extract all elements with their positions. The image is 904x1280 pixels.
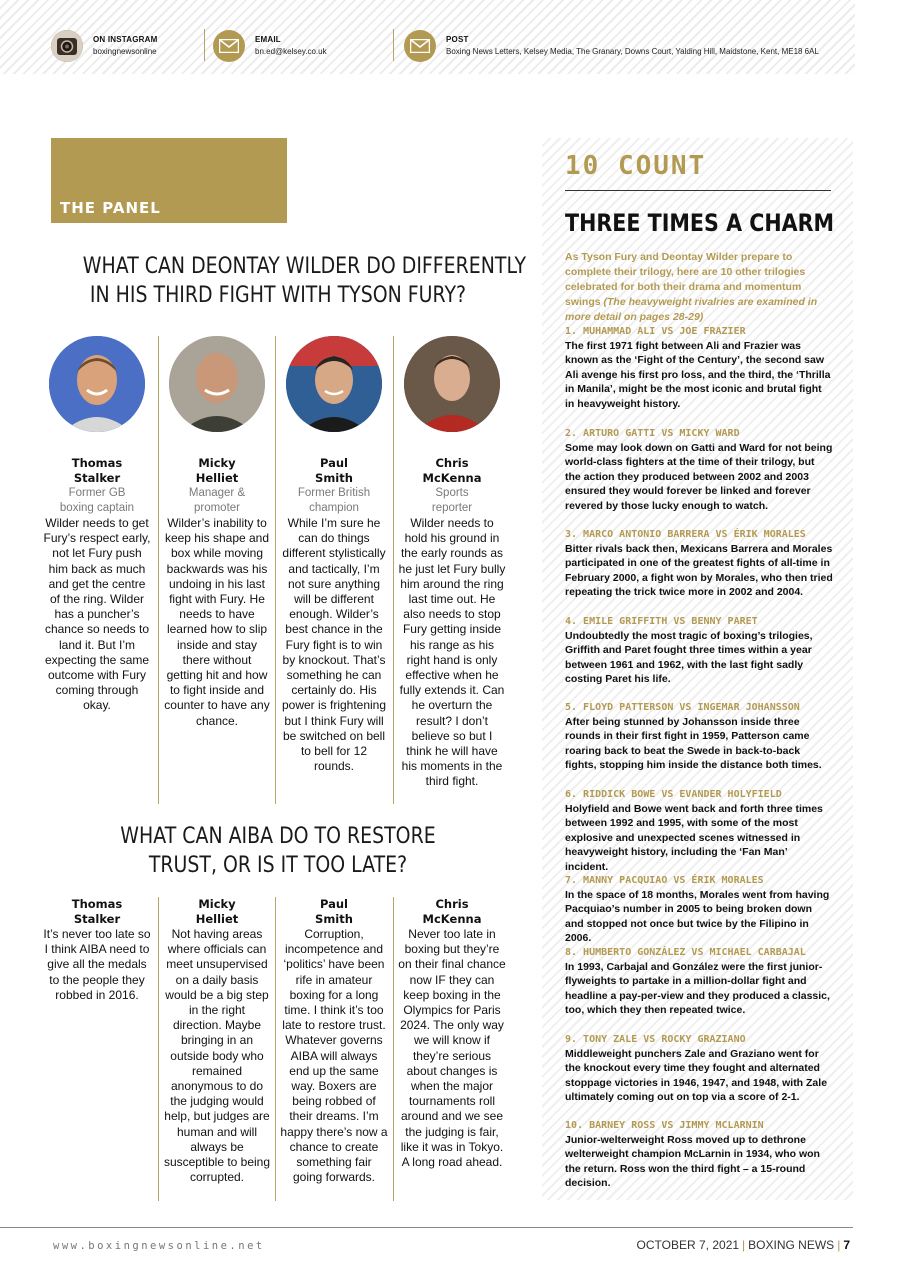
footer-url[interactable]: www.boxingnewsonline.net [53, 1240, 265, 1252]
panelist-name: Micky [198, 456, 236, 470]
panelist-answer: Not having areas where officials can meet unsupervised on a daily basis would be a big step in the right direction. Maybe bringing in an outside body who remained anonymous to do the judging would help, but judges are human and will always be susceptible to being corrupted. [163, 927, 271, 1185]
panelist-answer: Wilder’s inability to keep his shape and box while moving backwards was his undoing in his last fight with Fury. He needs to have learned how to slip inside and stay there without getting hit and how to fight inside and counter to have any chance. [164, 516, 270, 728]
entry-text: In the space of 18 months, Morales went from having Pacquiao’s number in 2005 to being broken down and stopped not once but twice by the Filipino in 2006. [565, 889, 830, 945]
intro-italic: (The heavyweight rivalries are examined in more detail on pages 28-29) [565, 296, 818, 323]
contact-label: POST [446, 35, 469, 44]
panelist-answer: Wilder needs to hold his ground in the early rounds as he just let Fury bully him around the ring last time out. He also needs to stop Fury getting inside his range as his right hand is only effective when he fully extends it. Can he overturn the result? I don’t believe so but I think he will have his moments in the third fight. [398, 516, 506, 789]
list-item [565, 325, 833, 411]
entry-title: 4. EMILE GRIFFITH VS BENNY PARET [565, 616, 758, 627]
entry-text: After being stunned by Johansson inside three rounds in their first fight in 1959, Patterson came roaring back to beat the Swede in back-to-back fights, stopping him inside the distance both times. [565, 716, 822, 772]
entry-text: Bitter rivals back then, Mexicans Barrera and Morales participated in one of the greatest fights of all-time in February 2000, a fight won by Morales, who then tried repeating the trick twice more in 2002 and 2004. [565, 543, 833, 599]
panelist-name: Stalker [73, 471, 121, 485]
contact-email[interactable] [213, 28, 327, 64]
contact-value: bn.ed@kelsey.co.uk [255, 47, 327, 56]
column-divider [393, 336, 394, 804]
panelist-name: Chris [435, 456, 469, 470]
panelist-name: Smith [315, 471, 353, 485]
entry-text: Undoubtedly the most tragic of boxing’s trilogies, Griffith and Paret fought three times within a year between 1961 and 1962, with the last fight sadly costing Paret his life. [565, 630, 813, 686]
panelist-name: Micky [198, 897, 236, 911]
contact-strip [0, 0, 855, 74]
question-line: WHAT CAN DEONTAY WILDER DO DIFFERENTLY [82, 254, 527, 279]
panelist-name: Chris [435, 897, 469, 911]
entry-text: Holyfield and Bowe went back and forth three times between 1992 and 1995, with some of the most explosive and unexpected scenes witnessed in heavyweight history, including the ‘Fan Man’ incident. [565, 803, 823, 873]
panelist-name: Paul [319, 456, 348, 470]
footer-publication: BOXING NEWS [748, 1238, 835, 1252]
contact-value: Boxing News Letters, Kelsey Media, The Granary, Downs Court, Yalding Hill, Maidstone, Kent, ME18 6AL [446, 47, 819, 56]
panelist-name: McKenna [422, 912, 482, 926]
entry-title: 1. MUHAMMAD ALI VS JOE FRAZIER [565, 326, 746, 337]
panelist-column-3 [280, 336, 388, 774]
envelope-icon [404, 30, 436, 62]
entry-title: 7. MANNY PACQUIAO VS ÉRIK MORALES [565, 875, 764, 886]
panelist-name: Helliet [195, 912, 239, 926]
entry-title: 5. FLOYD PATTERSON VS INGEMAR JOHANSSON [565, 702, 800, 713]
column-divider [158, 336, 159, 804]
panelist-name: Paul [319, 897, 348, 911]
column-divider [393, 897, 394, 1201]
entry-text: In 1993, Carbajal and González were the first junior-flyweights to partake in a million-dollar fight and headline a pay-per-view and they produced a classic, too, which they then repeated twice. [565, 961, 830, 1017]
panelist-column-1 [43, 336, 151, 714]
avatar [404, 336, 500, 432]
sidebar-intro [565, 250, 833, 325]
panelist-name: McKenna [422, 471, 482, 485]
panelist-column-4 [398, 336, 506, 790]
avatar [286, 336, 382, 432]
footer-folio: OCTOBER 7, 2021 | BOXING NEWS | 7 [636, 1238, 850, 1252]
intro-text: As Tyson Fury and Deontay Wilder prepare to complete their trilogy, here are 10 other trilogies celebrated for both their drama and momentum swings [565, 251, 806, 308]
list-item [565, 427, 833, 513]
avatar [169, 336, 265, 432]
panelist-role: Former GB [68, 487, 126, 499]
list-item [565, 788, 833, 874]
column-divider [275, 897, 276, 1201]
entry-title: 2. ARTURO GATTI VS MICKY WARD [565, 428, 740, 439]
list-item [565, 701, 833, 773]
entry-text: Some may look down on Gatti and Ward for not being world-class fighters at the time of their trilogy, but the action they produced between 2002 and 2003 ensured they would forever be linked and forever revered by those lucky enough to watch. [565, 442, 833, 512]
contact-post[interactable] [404, 28, 819, 64]
list-item [565, 946, 833, 1018]
divider [393, 29, 394, 61]
avatar [49, 336, 145, 432]
footer-date: OCTOBER 7, 2021 [636, 1238, 740, 1252]
entry-title: 8. HUMBERTO GONZÁLEZ VS MICHAEL CARBAJAL [565, 947, 806, 958]
panelist-answer-column-1 [43, 897, 151, 1003]
question-line: TRUST, OR IS IT TOO LATE? [148, 853, 408, 878]
panelist-name: Helliet [195, 471, 239, 485]
entry-text: The first 1971 fight between Ali and Frazier was known as the ‘Fight of the Century’, the second saw Ali avenge his first pro loss, and the third, the ‘Thrilla in Manila’, might be the most iconic and brutal fight in heavyweight history. [565, 340, 831, 410]
panelist-role: reporter [431, 502, 473, 514]
panel-label: THE PANEL [60, 199, 161, 217]
panelist-answer: It’s never too late so I think AIBA need to give all the medals to the people they robbed in 2016. [43, 927, 151, 1002]
contact-label: ON INSTAGRAM [93, 35, 158, 44]
question-2 [83, 822, 473, 880]
entry-title: 6. RIDDICK BOWE VS EVANDER HOLYFIELD [565, 789, 782, 800]
sidebar-rule [565, 190, 831, 191]
contact-value: boxingnewsonline [93, 47, 157, 56]
panelist-name: Thomas [71, 897, 123, 911]
panel-header-box [51, 138, 287, 223]
list-item [565, 615, 833, 687]
column-divider [275, 336, 276, 804]
panelist-role: promoter [193, 502, 241, 514]
camera-icon [51, 30, 83, 62]
panelist-role: Manager & [188, 487, 246, 499]
panelist-role: boxing captain [59, 502, 135, 514]
panelist-name: Stalker [73, 912, 121, 926]
question-line: WHAT CAN AIBA DO TO RESTORE [120, 824, 436, 849]
panelist-answer: Never too late in boxing but they’re on their final chance now IF they can keep boxing in the Olympics for Paris 2024. The only way we will know if they’re serious about changes is when the major tournaments roll around and we see the judging is fair, like it was in Tokyo. A long road ahead. [398, 927, 506, 1170]
divider [204, 29, 205, 61]
panelist-name: Thomas [71, 456, 123, 470]
page-number: 7 [843, 1238, 850, 1252]
sidebar-kicker: 10 COUNT [565, 151, 707, 181]
question-line: IN HIS THIRD FIGHT WITH TYSON FURY? [89, 283, 467, 308]
entry-title: 3. MARCO ANTONIO BARRERA VS ÉRIK MORALES [565, 529, 806, 540]
list-item [565, 1119, 833, 1191]
entry-text: Junior-welterweight Ross moved up to dethrone welterweight champion McLarnin in 1934, who won the return. Ross won the third fight – a 15-round decision. [565, 1134, 820, 1190]
footer-rule [0, 1227, 853, 1228]
panelist-column-2 [163, 336, 271, 729]
column-divider [158, 897, 159, 1201]
entry-title: 10. BARNEY ROSS VS JIMMY MCLARNIN [565, 1120, 764, 1131]
panelist-answer-column-3 [280, 897, 388, 1185]
panelist-answer-column-4 [398, 897, 506, 1170]
panelist-name: Smith [315, 912, 353, 926]
contact-label: EMAIL [255, 35, 281, 44]
panelist-answer: Wilder needs to get Fury’s respect early, not let Fury push him back as much and get the centre of the ring. Wilder has a puncher’s chance so needs to land it. But I’m expecting the same outcome with Fury coming through okay. [43, 516, 151, 713]
panelist-role: Former British [297, 487, 371, 499]
panelist-answer: Corruption, incompetence and ‘politics’ have been rife in amateur boxing for a long time. I think it’s too late to restore trust. Whatever governs AIBA will always end up the same way. Boxers are being robbed of their dreams. I’m happy there’s now a chance to create something fair going forwards. [280, 927, 388, 1185]
contact-instagram[interactable] [51, 28, 157, 64]
panelist-role: Sports [435, 487, 469, 499]
question-1 [82, 252, 527, 310]
list-item [565, 528, 833, 600]
list-item [565, 1033, 833, 1105]
sidebar-title: THREE TIMES A CHARM [565, 209, 835, 237]
envelope-icon [213, 30, 245, 62]
entry-title: 9. TONY ZALE VS ROCKY GRAZIANO [565, 1034, 746, 1045]
panelist-answer: While I’m sure he can do things different stylistically and tactically, I’m not sure anything will be different enough. Wilder’s best chance in the Fury fight is to win by knockout. That’s something he can certainly do. His power is frightening but I think Fury will be switched on bell to bell for 12 rounds. [281, 516, 387, 774]
entry-text: Middleweight punchers Zale and Graziano went for the knockout every time they fought and alternated stoppage victories in 1946, 1947, and 1948, with Zale ultimately coming out on top via a score of 2-1. [565, 1048, 828, 1104]
list-item [565, 874, 833, 946]
panelist-answer-column-2 [163, 897, 271, 1185]
panelist-role: champion [309, 502, 359, 514]
